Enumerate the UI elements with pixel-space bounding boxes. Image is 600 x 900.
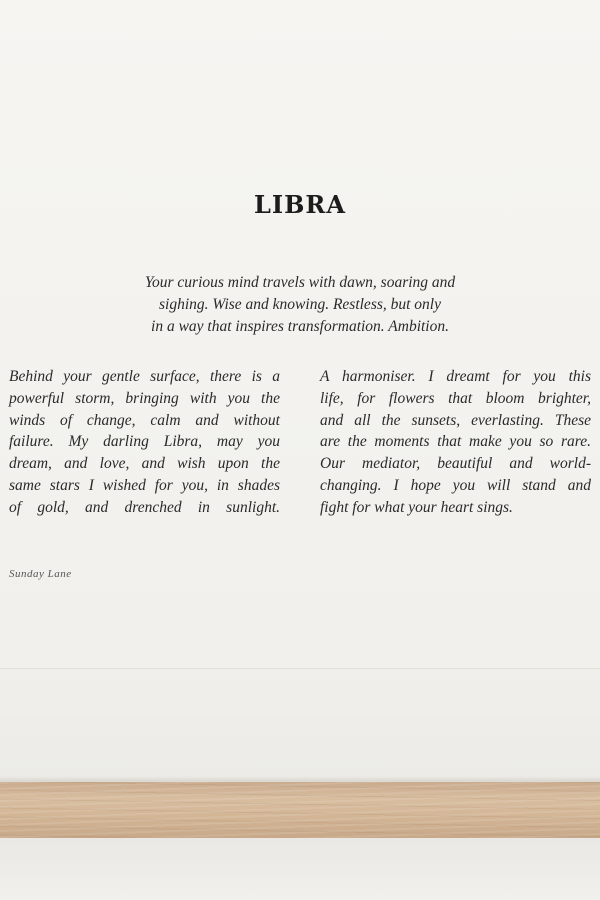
wooden-frame-edge bbox=[0, 782, 600, 838]
left-column-text bbox=[9, 366, 280, 519]
print-title: LIBRA bbox=[254, 190, 346, 219]
intro-line: in a way that inspires transformation. Ambition. bbox=[151, 318, 449, 335]
left-line: same stars I wished for you, in shades bbox=[9, 476, 280, 494]
left-line: winds of change, calm and without bbox=[9, 411, 280, 429]
left-line: Behind your gentle surface, there is a bbox=[9, 368, 280, 385]
right-line: fight for what your heart sings. bbox=[320, 498, 513, 516]
surface-below-frame bbox=[0, 838, 600, 900]
left-line: dream, and love, and wish upon the bbox=[9, 455, 280, 473]
intro-line: Your curious mind travels with dawn, soaring and bbox=[144, 274, 456, 291]
left-line: powerful storm, bringing with you the bbox=[9, 389, 280, 407]
mat-board bbox=[0, 669, 600, 781]
right-line: are the moments that make you so rare. bbox=[320, 433, 591, 451]
right-line: changing. I hope you will stand and bbox=[320, 476, 591, 494]
intro-verse bbox=[110, 272, 490, 338]
right-line: A harmoniser. I dreamt for you this bbox=[320, 368, 591, 385]
right-line: life, for flowers that bloom brighter, bbox=[320, 389, 591, 407]
left-line: of gold, and drenched in sunlight. bbox=[9, 498, 280, 516]
left-line: failure. My darling Libra, may you bbox=[9, 433, 280, 451]
right-line: and all the sunsets, everlasting. These bbox=[320, 411, 591, 429]
right-line: Our mediator, beautiful and world- bbox=[320, 455, 591, 473]
intro-line: sighing. Wise and knowing. Restless, but only bbox=[159, 296, 441, 313]
right-column-text bbox=[320, 366, 591, 519]
signature: Sunday Lane bbox=[9, 568, 72, 580]
